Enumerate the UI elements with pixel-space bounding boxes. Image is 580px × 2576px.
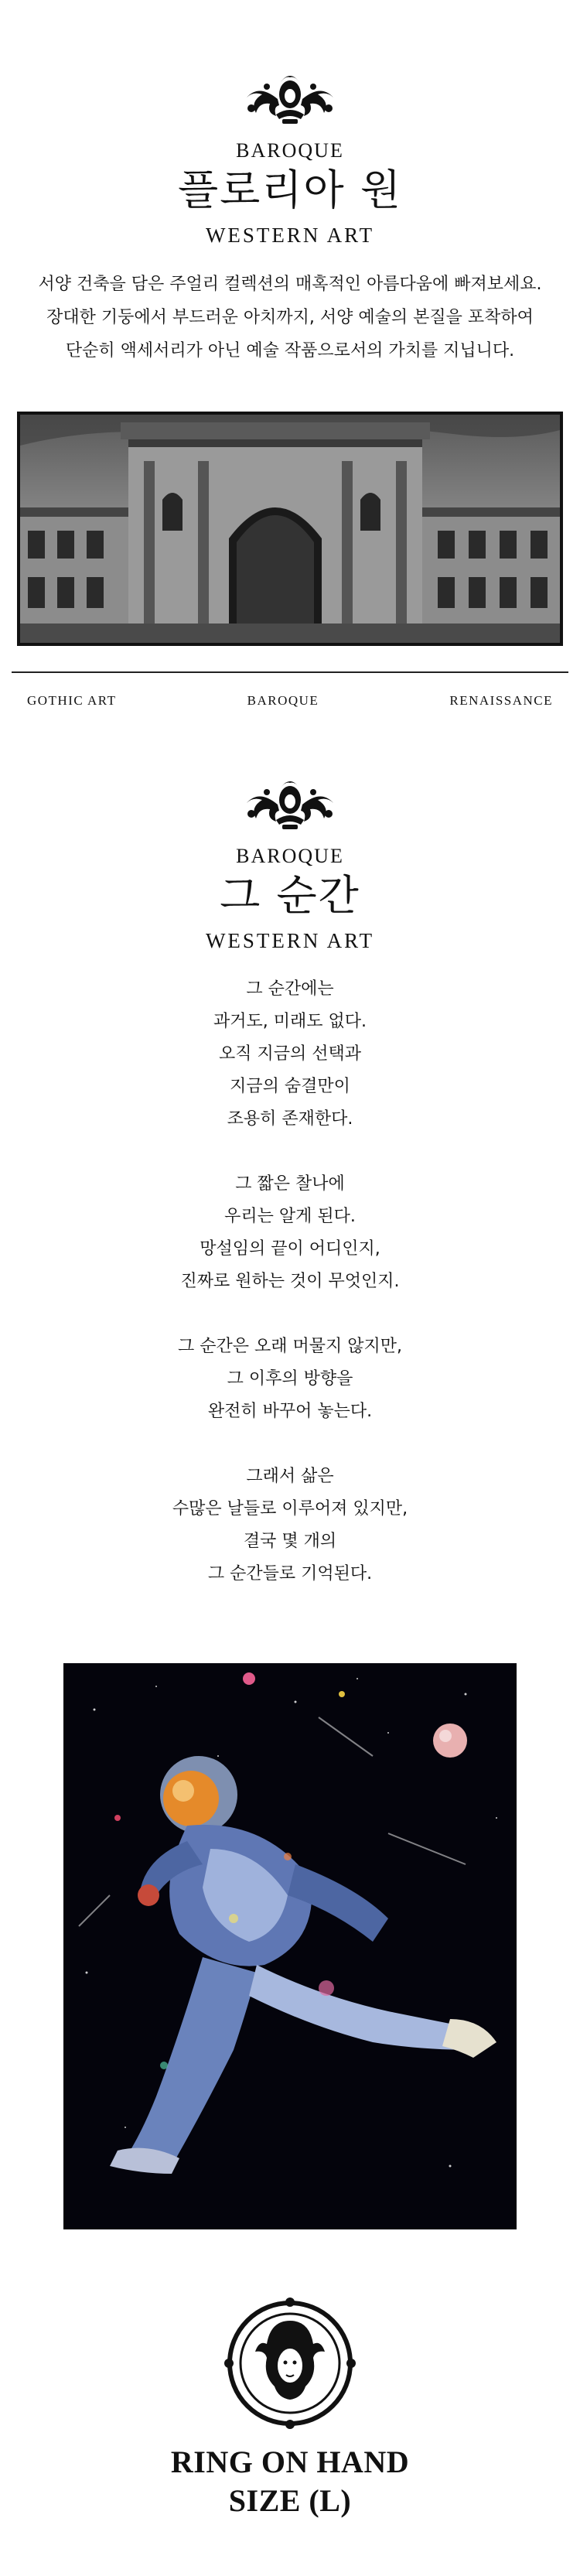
category-nav bbox=[27, 693, 553, 709]
poem-stanza bbox=[0, 1331, 580, 1428]
section-moment bbox=[0, 774, 580, 1590]
poem-stanza bbox=[0, 1461, 580, 1590]
poem-line: 조용히 존재한다. bbox=[227, 1109, 353, 1129]
poem-line: 오직 지금의 선택과 bbox=[218, 1044, 361, 1064]
intro-line: 단순히 액세서리가 아닌 예술 작품으로서의 가치를 지닙니다. bbox=[65, 341, 515, 361]
poem bbox=[0, 973, 580, 1590]
poem-line: 과거도, 미래도 없다. bbox=[213, 1012, 367, 1032]
poem-line: 지금의 숨결만이 bbox=[230, 1077, 350, 1097]
collection-subtitle: WESTERN ART bbox=[205, 224, 375, 248]
ring-on-hand-label: RING ON HAND bbox=[170, 2444, 410, 2479]
poem-stanza bbox=[0, 1168, 580, 1298]
section-divider bbox=[12, 671, 568, 673]
architecture-photo bbox=[17, 412, 563, 646]
section-collection-intro bbox=[0, 68, 580, 367]
poem-line: 완전히 바꾸어 놓는다. bbox=[207, 1402, 373, 1422]
poem-line: 그 순간은 오래 머물지 않지만, bbox=[178, 1337, 402, 1357]
poem-line: 수많은 날들로 이루어져 있지만, bbox=[172, 1499, 408, 1519]
poem-line: 망설임의 끝이 어디인지, bbox=[200, 1239, 380, 1259]
category-link-gothic-art[interactable]: GOTHIC ART bbox=[27, 693, 117, 708]
intro-text bbox=[0, 268, 580, 367]
poem-line: 진짜로 원하는 것이 무엇인지. bbox=[180, 1272, 400, 1292]
product-info bbox=[0, 2443, 580, 2520]
category-link-baroque[interactable]: BAROQUE bbox=[247, 693, 319, 708]
baroque-crest-icon bbox=[236, 774, 344, 839]
astronaut-artwork bbox=[63, 1663, 517, 2229]
poem-line: 결국 몇 개의 bbox=[243, 1532, 337, 1552]
intro-line: 장대한 기둥에서 부드러운 아치까지, 서양 예술의 본질을 포착하여 bbox=[46, 308, 534, 328]
intro-line: 서양 건축을 담은 주얼리 컬렉션의 매혹적인 아름다움에 빠져보세요. bbox=[38, 275, 542, 295]
brand-label: BAROQUE bbox=[236, 845, 344, 867]
brand-label: BAROQUE bbox=[236, 139, 344, 162]
poem-line: 그 순간에는 bbox=[246, 979, 334, 999]
poem-line: 그 짧은 찰나에 bbox=[235, 1174, 345, 1194]
collection-title: 플로리아 원 bbox=[178, 166, 402, 214]
medusa-medallion-icon bbox=[224, 2298, 356, 2429]
category-link-renaissance[interactable]: RENAISSANCE bbox=[449, 693, 553, 708]
baroque-crest-icon bbox=[236, 68, 344, 133]
poem-line: 그 순간들로 기억된다. bbox=[207, 1564, 373, 1584]
poem-line: 그래서 삶은 bbox=[246, 1467, 334, 1487]
section-product-info bbox=[0, 2298, 580, 2520]
poem-line: 우리는 알게 된다. bbox=[224, 1207, 356, 1227]
poem-stanza bbox=[0, 973, 580, 1136]
section-subtitle: WESTERN ART bbox=[205, 929, 375, 953]
ring-size-label: SIZE (L) bbox=[228, 2483, 352, 2518]
poem-line: 그 이후의 방향을 bbox=[227, 1369, 353, 1389]
section-title: 그 순간 bbox=[220, 871, 360, 920]
